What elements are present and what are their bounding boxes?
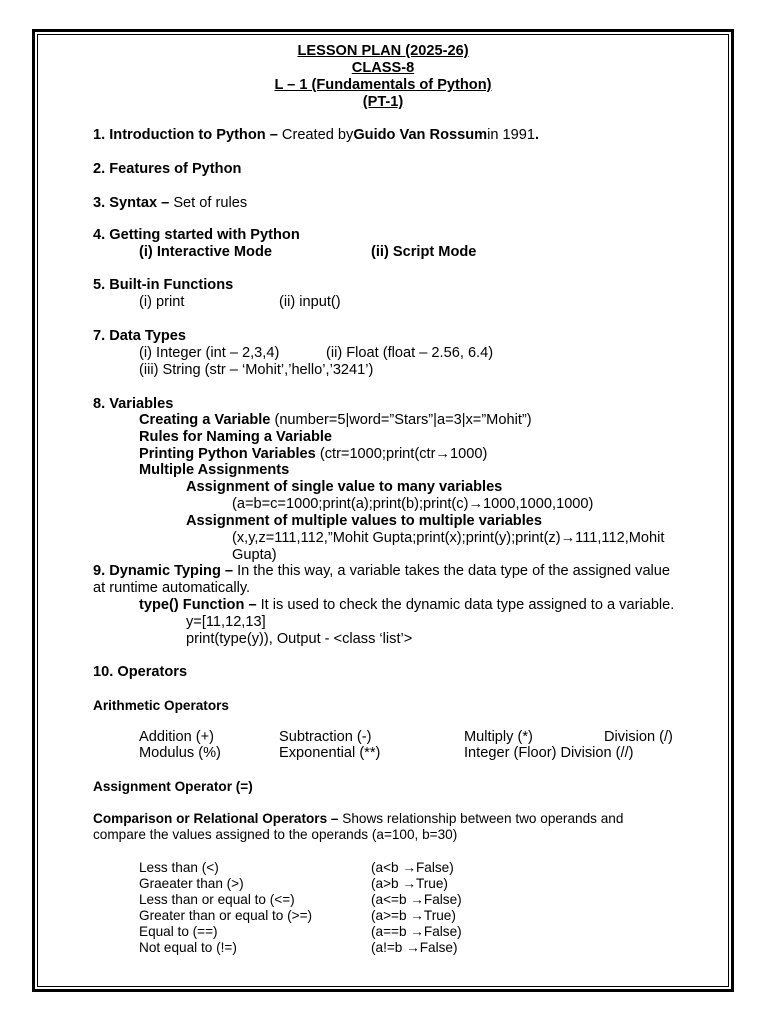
printing-variables bbox=[139, 446, 487, 463]
multi-value-example-1: (x,y,z=111,112,”Mohit Gupta;print(x);print(y);print(z)→111,112,Mohit bbox=[232, 530, 665, 546]
section-3-heading: 3. Syntax – bbox=[93, 195, 170, 211]
type-function-text: It is used to check the dynamic data type assigned to a variable. bbox=[256, 597, 675, 613]
comp-row-name: Graeater than (>) bbox=[139, 876, 244, 891]
single-value-heading: Assignment of single value to many variables bbox=[186, 479, 503, 495]
comp-row-name: Equal to (==) bbox=[139, 924, 218, 939]
doc-title: LESSON PLAN (2025-26) bbox=[297, 43, 469, 59]
builtin-print: (i) print bbox=[139, 294, 185, 310]
comparison-intro bbox=[93, 810, 623, 827]
creating-variable-text: (number=5|word=”Stars”|a=3|x=”Mohit”) bbox=[270, 412, 532, 428]
op-floor-division: Integer (Floor) Division (//) bbox=[464, 745, 634, 761]
doc-class: CLASS-8 bbox=[351, 60, 415, 76]
op-subtraction: Subtraction (-) bbox=[279, 729, 372, 745]
type-code-2: print(type(y)), Output - <class ‘list’> bbox=[186, 631, 413, 647]
comparison-text-1: Shows relationship between two operands and bbox=[338, 811, 624, 826]
section-1-post: in 1991 bbox=[487, 127, 535, 143]
comp-row-name: Less than or equal to (<=) bbox=[139, 892, 295, 907]
interactive-mode: (i) Interactive Mode bbox=[139, 244, 272, 260]
section-4-heading: 4. Getting started with Python bbox=[93, 227, 300, 243]
comp-row-example: (a<b →False) bbox=[371, 860, 454, 875]
section-1-dot: . bbox=[535, 127, 540, 143]
comp-row-name: Not equal to (!=) bbox=[139, 940, 237, 955]
type-function-label: type() Function – bbox=[139, 597, 257, 613]
op-exponential: Exponential (**) bbox=[279, 745, 381, 761]
section-1-pre: Created by bbox=[277, 127, 354, 143]
section-8-heading: 8. Variables bbox=[93, 396, 174, 412]
doc-test: (PT-1) bbox=[362, 94, 404, 110]
creating-variable-label: Creating a Variable bbox=[139, 412, 271, 428]
section-1 bbox=[93, 127, 539, 144]
section-9-text: In the this way, a variable takes the data type of the assigned value bbox=[233, 563, 671, 579]
multi-value-heading: Assignment of multiple values to multiple variables bbox=[186, 513, 543, 529]
assignment-operator: Assignment Operator (=) bbox=[93, 779, 253, 794]
single-value-example: (a=b=c=1000;print(a);print(b);print(c)→1000,1000,1000) bbox=[232, 496, 594, 512]
op-addition: Addition (+) bbox=[139, 729, 215, 745]
section-1-name: Guido Van Rossum bbox=[353, 127, 488, 143]
doc-lesson: L – 1 (Fundamentals of Python) bbox=[274, 77, 492, 93]
comp-row-example: (a!=b →False) bbox=[371, 940, 458, 955]
arithmetic-heading: Arithmetic Operators bbox=[93, 698, 229, 713]
printing-variables-text: (ctr=1000;print(ctr→1000) bbox=[315, 446, 488, 462]
section-1-heading: 1. Introduction to Python – bbox=[93, 127, 278, 143]
datatype-float: (ii) Float (float – 2.56, 6.4) bbox=[326, 345, 494, 361]
comp-row-example: (a<=b →False) bbox=[371, 892, 462, 907]
comparison-text-2: compare the values assigned to the operands (a=100, b=30) bbox=[93, 827, 458, 842]
builtin-input: (ii) input() bbox=[279, 294, 341, 310]
printing-variables-label: Printing Python Variables bbox=[139, 446, 316, 462]
multiple-assignments: Multiple Assignments bbox=[139, 462, 290, 478]
section-9-heading: 9. Dynamic Typing – bbox=[93, 563, 234, 579]
comp-row-example: (a==b →False) bbox=[371, 924, 462, 939]
comp-row-name: Greater than or equal to (>=) bbox=[139, 908, 313, 923]
comp-row-example: (a>=b →True) bbox=[371, 908, 456, 923]
section-3-text: Set of rules bbox=[169, 195, 248, 211]
comp-row-example: (a>b →True) bbox=[371, 876, 448, 891]
op-division: Division (/) bbox=[604, 729, 673, 745]
type-code-1: y=[11,12,13] bbox=[186, 614, 266, 630]
section-2-heading: 2. Features of Python bbox=[93, 161, 242, 177]
section-9-text-2: at runtime automatically. bbox=[93, 580, 251, 596]
datatype-int: (i) Integer (int – 2,3,4) bbox=[139, 345, 280, 361]
comp-row-name: Less than (<) bbox=[139, 860, 219, 875]
comparison-heading: Comparison or Relational Operators – bbox=[93, 811, 339, 826]
op-modulus: Modulus (%) bbox=[139, 745, 221, 761]
section-7-heading: 7. Data Types bbox=[93, 328, 187, 344]
datatype-string: (iii) String (str – ‘Mohit’,’hello’,’3241’) bbox=[139, 362, 374, 378]
naming-rules: Rules for Naming a Variable bbox=[139, 429, 333, 445]
section-3 bbox=[93, 195, 247, 212]
multi-value-example-2: Gupta) bbox=[232, 547, 277, 563]
creating-variable bbox=[139, 412, 532, 429]
section-10-heading: 10. Operators bbox=[93, 664, 188, 680]
type-function bbox=[139, 597, 674, 614]
section-9 bbox=[93, 563, 670, 580]
op-multiply: Multiply (*) bbox=[464, 729, 533, 745]
section-5-heading: 5. Built-in Functions bbox=[93, 277, 234, 293]
script-mode: (ii) Script Mode bbox=[371, 244, 477, 260]
